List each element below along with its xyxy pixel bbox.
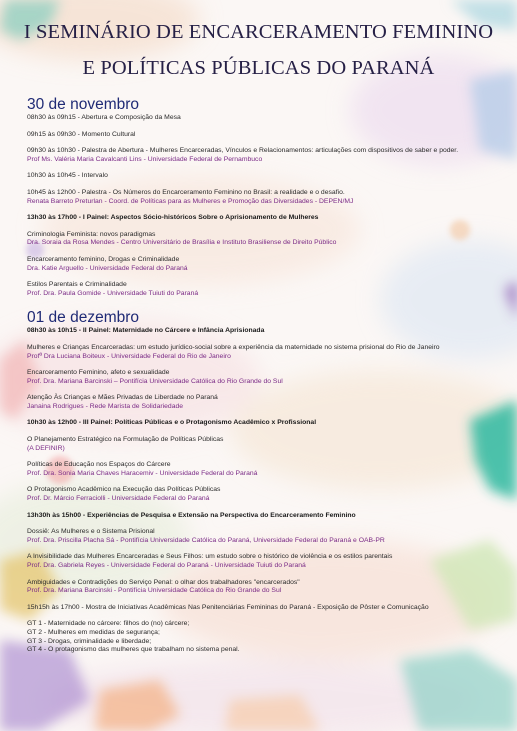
day-1-section [27, 96, 497, 298]
entry-speaker: Prof. Dra. Mariana Barcinski – Pontifícia Universidade Católica do Rio Grande do Sul [27, 377, 283, 385]
entry-text: Políticas de Educação nos Espaços do Cárcere [27, 461, 171, 469]
panel-heading: 13h30 às 17h00 - I Painel: Aspectos Sócio-históricos Sobre o Aprisionamento de Mulheres [27, 214, 319, 222]
program-entry [27, 512, 497, 521]
entry-speaker: Renata Barreto Preturlan - Coord. de Políticas para as Mulheres e Promoção das Diversidades - DEPEN/MJ [27, 197, 354, 205]
entry-speaker: Dra. Soraia da Rosa Mendes - Centro Universitário de Brasília e Instituto Brasiliense de Direito Público [27, 239, 337, 247]
working-group-item: GT 4 - O protagonismo das mulheres que trabalham no sistema penal. [27, 646, 240, 654]
program-entry [27, 528, 497, 545]
entry-text: Encarceramento feminino, Drogas e Criminalidade [27, 255, 180, 263]
entry-text: O Protagonismo Acadêmico na Execução das Políticas Públicas [27, 486, 221, 494]
entry-text: Criminologia Feminista: novos paradigmas [27, 230, 156, 238]
program-entry [27, 394, 497, 411]
entry-text: Ambiguidades e Contradições do Serviço Penal: o olhar dos trabalhadores "encarcerados" [27, 578, 300, 586]
entry-speaker: Janaina Rodrigues - Rede Marista de Solidariedade [27, 402, 184, 410]
program-entry [27, 344, 497, 361]
entry-text: 08h30 às 09h15 - Abertura e Composição da Mesa [27, 114, 181, 121]
entry-text: Encarceramento Feminino, afeto e sexualidade [27, 369, 170, 377]
entry-text: Dossiê: As Mulheres e o Sistema Prisional [27, 528, 155, 536]
entry-speaker: Prof Ms. Valéria Maria Cavalcanti Lins - Universidade Federal de Pernambuco [27, 155, 263, 163]
program-entry [27, 369, 497, 386]
entry-speaker: Prof. Dr. Márcio Ferraciolli - Universidade Federal do Paraná [27, 495, 210, 503]
title-line-2: E POLÍTICAS PÚBLICAS DO PARANÁ [82, 57, 435, 79]
program-content [27, 96, 497, 655]
panel-heading: 08h30 às 10h15 - II Painel: Maternidade no Cárcere e Infância Aprisionada [27, 327, 265, 335]
working-groups-list [27, 620, 497, 654]
entry-text: O Planejamento Estratégico na Formulação de Políticas Públicas [27, 436, 224, 444]
program-entry [27, 256, 497, 273]
program-entry [27, 131, 497, 140]
entry-text: 09h30 às 10h30 - Palestra de Abertura - Mulheres Encarceradas, Vínculos e Relacionamentos: articulações com dispositivos de saber e poder. [27, 147, 459, 155]
program-entry [27, 553, 497, 570]
day-2-section [27, 309, 497, 654]
title-line-1: I SEMINÁRIO DE ENCARCERAMENTO FEMININO [23, 21, 494, 43]
entry-speaker: Profª Dra Luciana Boiteux - Universidade Federal do Rio de Janeiro [27, 352, 231, 360]
panel-heading: 13h30h às 15h00 - Experiências de Pesquisa e Extensão na Perspectiva do Encarceramento Feminino [27, 511, 356, 519]
entry-text: 09h15 às 09h30 - Momento Cultural [27, 130, 136, 138]
entry-text: 15h15h às 17h00 - Mostra de Iniciativas Acadêmicas Nas Penitenciárias Femininas do Paraná - Exposição de Pôster e Comunicação [27, 603, 429, 611]
working-group-item: GT 1 - Maternidade no cárcere: filhos do (no) cárcere; [27, 620, 190, 628]
entry-speaker: Prof. Dra. Sonia Maria Chaves Haracemiv - Universidade Federal do Paraná [27, 469, 258, 477]
program-entry [27, 147, 497, 164]
program-entry [27, 114, 497, 123]
working-group-item: GT 3 - Drogas, criminalidade e liberdade; [27, 637, 152, 645]
program-entry [27, 579, 497, 596]
program-entry [27, 327, 497, 336]
program-entry [27, 604, 497, 613]
program-entry [27, 231, 497, 248]
program-entry [27, 436, 497, 453]
working-group-item: GT 2 - Mulheres em medidas de segurança; [27, 628, 160, 636]
program-entry [27, 486, 497, 503]
entry-speaker: Dra. Katie Arguello - Universidade Federal do Paraná [27, 264, 188, 272]
entry-text: Mulheres e Crianças Encarceradas: um estudo jurídico-social sobre a experiência da maternidade no sistema prisional do Rio de Janeiro [27, 343, 440, 351]
entry-speaker: Prof. Dra. Mariana Barcinski - Pontifícia Universidade Católica do Rio Grande do Sul [27, 587, 282, 595]
entry-text: A Invisibilidade das Mulheres Encarceradas e Seus Filhos: um estudo sobre o histórico de violência e os estilos parentais [27, 553, 393, 561]
entry-text: Atenção Às Crianças e Mães Privadas de Liberdade no Paraná [27, 394, 218, 402]
program-entry [27, 461, 497, 478]
entry-text: 10h45 às 12h00 - Palestra - Os Números do Encarceramento Feminino no Brasil: a realidade e o desafio. [27, 188, 345, 196]
day-1-heading: 30 de novembro [27, 96, 140, 113]
entry-speaker: (A DEFINIR) [27, 444, 65, 452]
entry-text: 10h30 às 10h45 - Intervalo [27, 172, 108, 180]
panel-heading: 10h30 às 12h00 - III Painel: Políticas Públicas e o Protagonismo Acadêmico x Profissional [27, 419, 317, 427]
entry-speaker: Prof. Dra. Priscilla Placha Sá - Pontifícia Universidade Católica do Paraná, Universidade Federal do Paraná e OAB-PR [27, 536, 385, 544]
program-entry [27, 281, 497, 298]
entry-speaker: Prof. Dra. Gabriela Reyes - Universidade Federal do Paraná - Universidade Tuiuti do Paraná [27, 562, 306, 569]
program-entry [27, 172, 497, 181]
program-entry [27, 214, 497, 223]
day-2-heading: 01 de dezembro [27, 309, 140, 327]
entry-text: Estilos Parentais e Criminalidade [27, 281, 127, 289]
program-entry [27, 189, 497, 206]
program-entry [27, 419, 497, 428]
entry-speaker: Prof. Dra. Paula Gomide - Universidade Tuiuti do Paraná [27, 289, 199, 297]
